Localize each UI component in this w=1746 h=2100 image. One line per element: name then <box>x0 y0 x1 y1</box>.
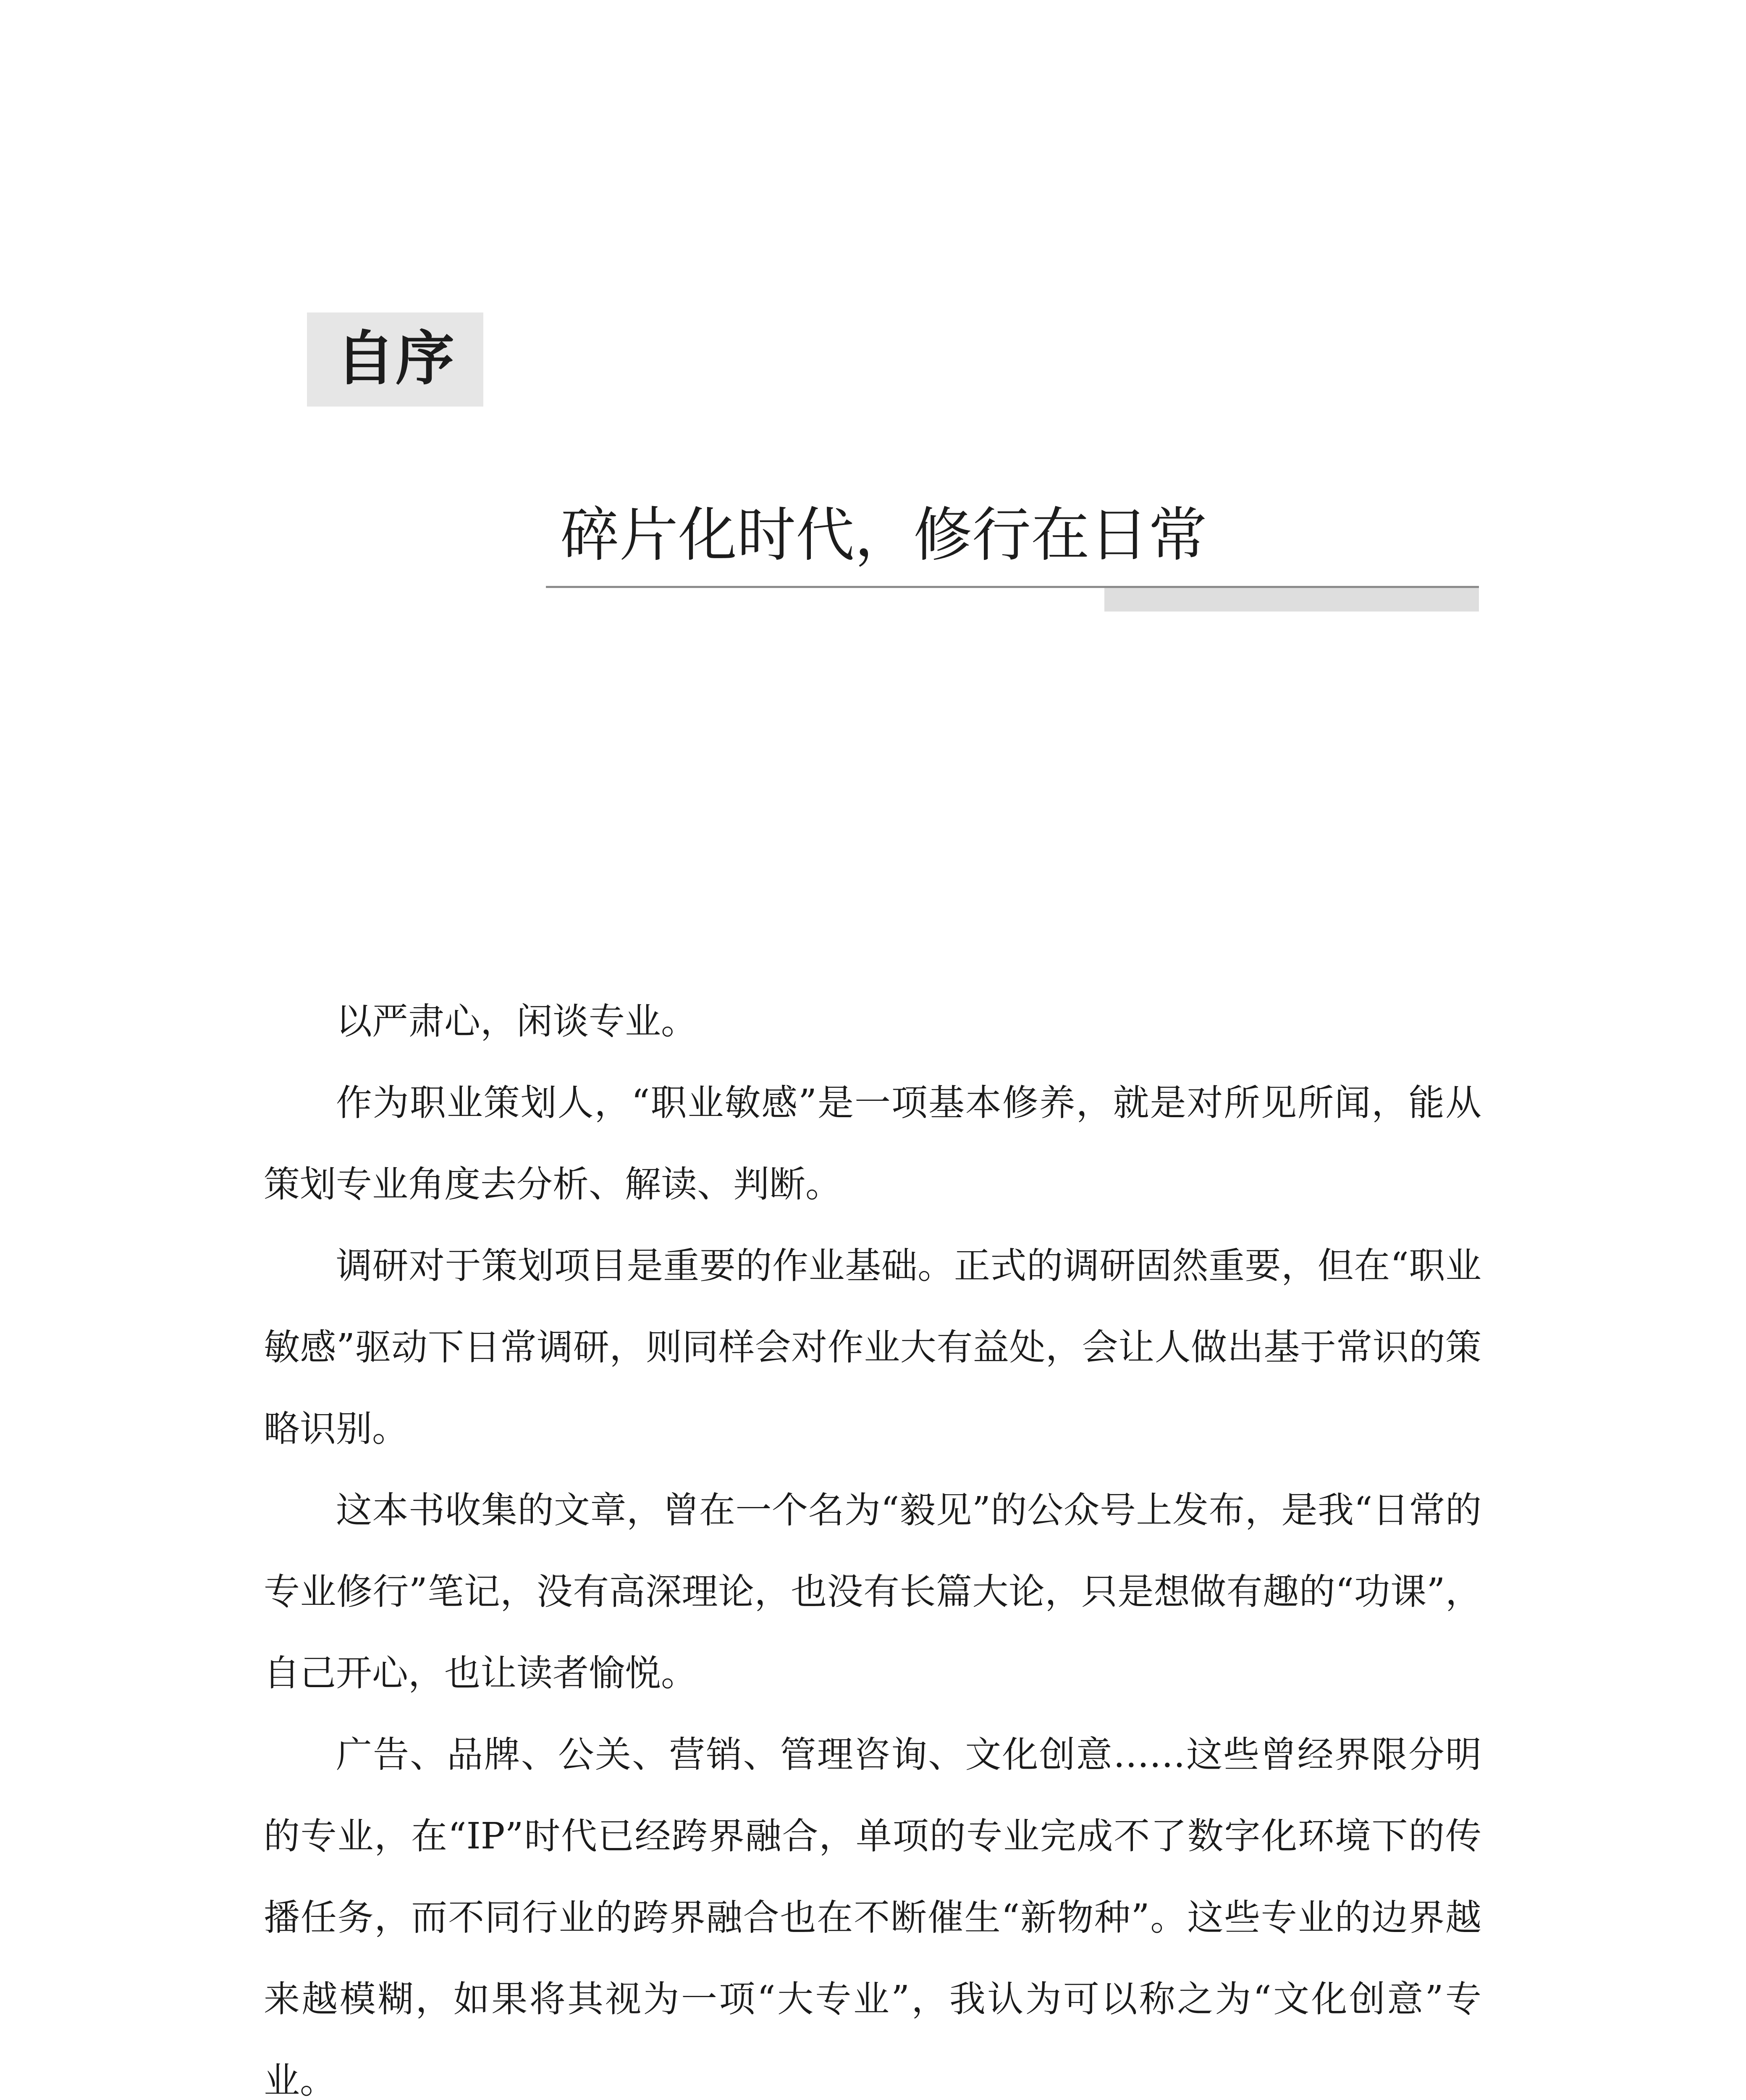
paragraph: 以严肃心，闲谈专业。 <box>336 1000 697 1042</box>
chapter-title: 碎片化时代，修行在日常 <box>561 501 1208 570</box>
section-label: 自序 <box>336 325 456 393</box>
paragraph: 这本书收集的文章，曾在一个名为“毅见”的公众号上发布，是我“日常的专业修行”笔记，没有高深理论，也没有长篇大论，只是想做有趣的“功课”，自己开心，也让读者愉悦。 <box>264 1489 1481 1694</box>
paragraph: 调研对于策划项目是重要的作业基础。正式的调研固然重要，但在“职业敏感”驱动下日常调研，则同样会对作业大有益处，会让人做出基于常识的策略识别。 <box>264 1245 1481 1450</box>
body-text <box>264 981 1481 2100</box>
paragraph: 作为职业策划人，“职业敏感”是一项基本修养，就是对所见所闻，能从策划专业角度去分析、解读、判断。 <box>264 1082 1481 1205</box>
title-accent-bar <box>1104 588 1479 612</box>
paragraph: 广告、品牌、公关、营销、管理咨询、文化创意……这些曾经界限分明的专业，在“IP”时代已经跨界融合，单项的专业完成不了数字化环境下的传播任务，而不同行业的跨界融合也在不断催生“新物种”。这些专业的边界越来越模糊，如果将其视为一项“大专业”，我认为可以称之为“文化创意”专业。 <box>264 1734 1481 2100</box>
